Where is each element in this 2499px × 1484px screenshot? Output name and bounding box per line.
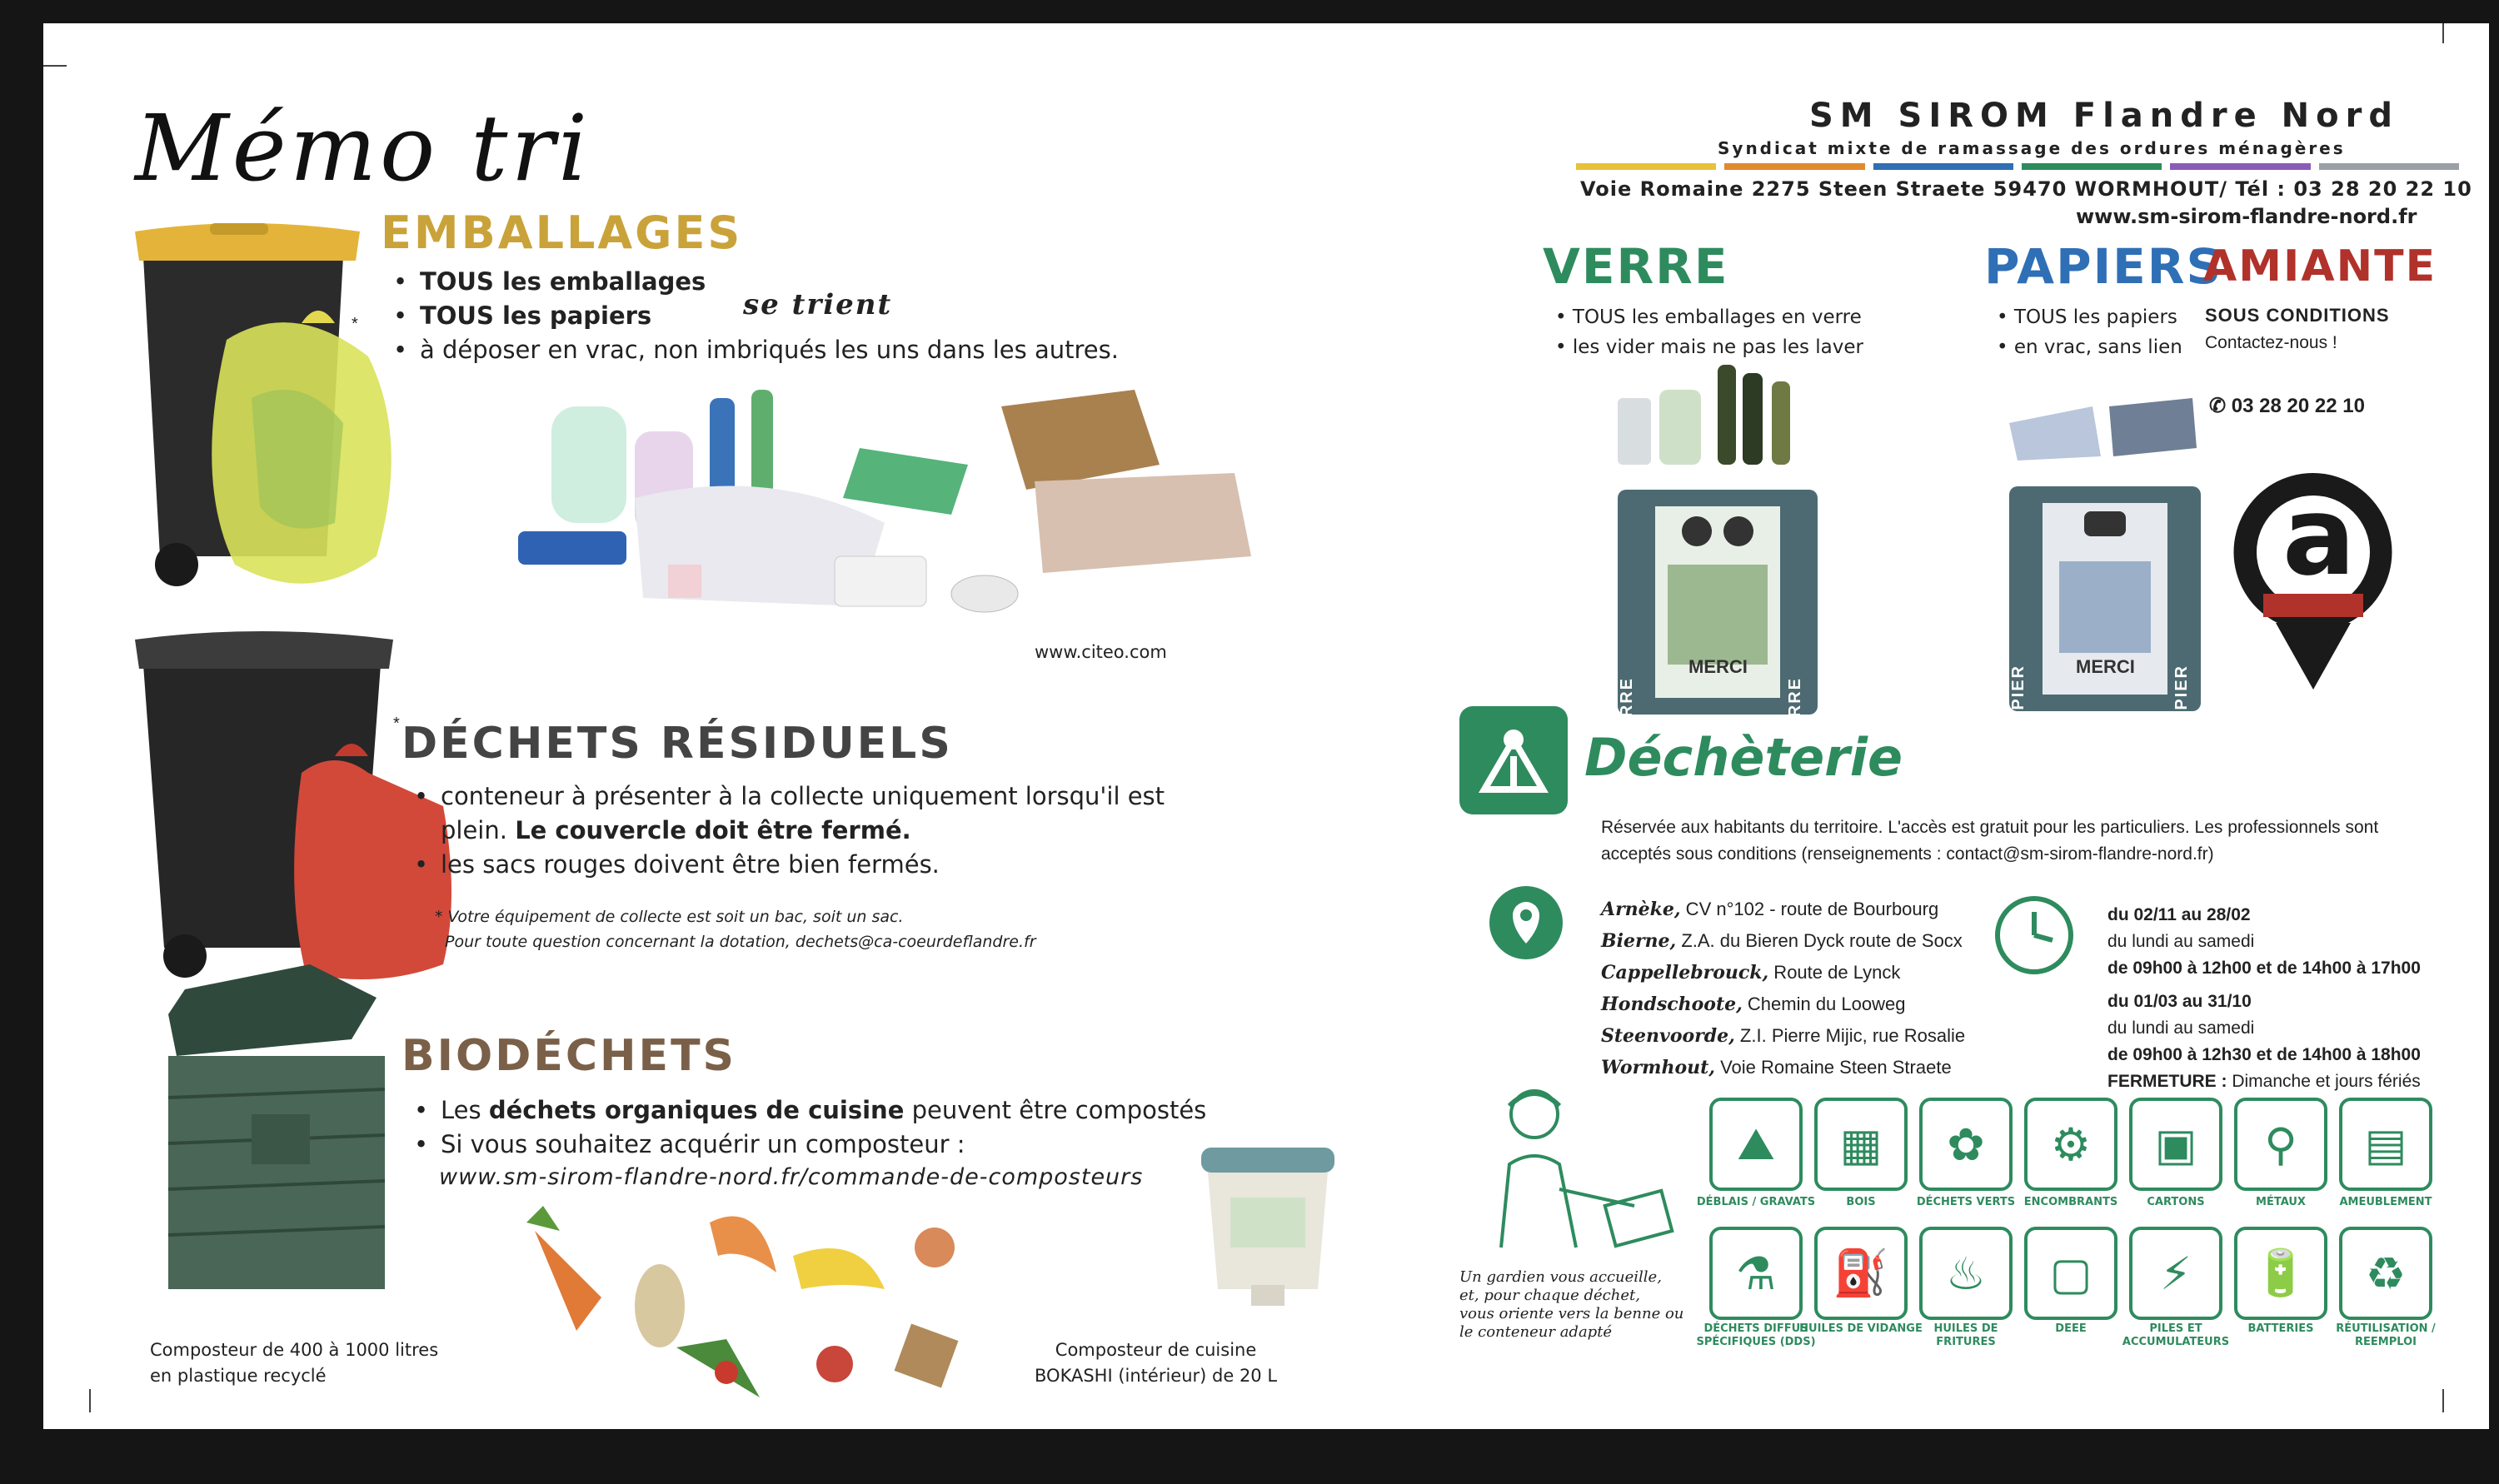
category-label: HUILES DE VIDANGE [1799,1322,1923,1335]
category-icon: ▦ [1839,1118,1883,1171]
glass-bottles-illustration [1609,365,1809,473]
papiers-heading: PAPIERS [1984,238,2223,295]
residuels-bullet: • les sacs rouges doivent être bien fermés. [414,848,1289,882]
clock-icon [1993,894,2076,977]
opening-hours: du 02/11 au 28/02 du lundi au samedi de 09h00 à 12h00 et de 14h00 à 17h00 du 01/03 au 31/10 du lundi au samedi de 09h00 à 12h30 et de 14h00 à 18h00 FERMETURE : Dimanche et jours fériés [2107,905,2421,1091]
citeo-source: www.citeo.com [1035,642,1167,662]
color-stripe [2022,163,2162,170]
residuels-bullet: • conteneur à présenter à la collecte uniquement lorsqu'il est plein. Le couvercle doit être fermé. [414,779,1289,848]
category-tile [2339,1227,2432,1320]
category-icon: ⚙ [2050,1118,2092,1171]
location-town: Arnèke, [1601,899,1681,920]
bin-star: * [352,315,358,333]
location-address: Z.I. Pierre Mijic, rue Rosalie [1734,1025,1966,1046]
crop-mark [2442,23,2444,43]
org-subtitle: Syndicat mixte de ramassage des ordures ménagères [1718,138,2346,158]
residuels-list [414,779,1289,882]
verre-bin-label: VERRE [1786,677,1804,743]
packaging-pile-illustration [501,373,1251,631]
category-label: ENCOMBRANTS [2023,1196,2118,1208]
category-tile [2024,1098,2117,1191]
bin-star: * [393,715,400,733]
color-stripe [1724,163,1864,170]
color-stripe [1873,163,2013,170]
crop-mark [43,65,67,67]
location-list [1601,894,1965,1083]
location-town: Wormhout, [1601,1057,1715,1078]
food-scraps-illustration [510,1198,993,1406]
crop-mark [2442,1389,2444,1412]
papiers-bin-label: PAPIER [2172,665,2191,735]
category-icon: ✿ [1947,1118,1985,1171]
location-item [1601,957,1965,989]
paper-pile-illustration [2001,390,2201,465]
category-label: BATTERIES [2247,1322,2314,1335]
category-label: DÉBLAIS / GRAVATS [1696,1196,1816,1208]
category-label: DÉCHETS DIFFUS SPÉCIFIQUES (DDS) [1696,1322,1816,1348]
verre-heading: VERRE [1543,238,1729,295]
category-label: BOIS [1846,1196,1876,1208]
phone-icon: ✆ [2209,395,2232,417]
emballages-bullet: • TOUS les papiers [393,299,1193,333]
category-icon: ▢ [2049,1247,2092,1300]
page-title: Mémo tri [135,95,591,202]
location-address: Z.A. du Bieren Dyck route de Socx [1676,930,1963,951]
papiers-bin-label: PAPIER [2009,665,2028,735]
location-address: Chemin du Looweg [1742,993,1906,1014]
emballages-bullet: • à déposer en vrac, non imbriqués les uns dans les autres. [393,333,1193,367]
color-stripes [1576,163,2467,170]
location-town: Bierne, [1601,930,1677,952]
verre-bullet: • les vider mais ne pas les laver [1555,332,1863,362]
guardian-caption: Un gardien vous accueille, et, pour chaque déchet, vous oriente vers la benne ou le conteneur adapté [1459,1268,1684,1341]
org-website[interactable]: www.sm-sirom-flandre-nord.fr [2076,205,2417,228]
composteurs-link[interactable]: www.sm-sirom-flandre-nord.fr/commande-de-composteurs [439,1164,1144,1190]
category-tile [1709,1227,1803,1320]
category-tile [2234,1227,2327,1320]
location-item [1601,1052,1965,1083]
category-tile [2129,1227,2222,1320]
verre-bullet: • TOUS les emballages en verre [1555,302,1863,332]
category-icon: ⛰ [1737,1118,1775,1170]
category-icon: ⛽ [1833,1247,1889,1299]
category-label: RÉUTILISATION / REEMPLOI [2336,1322,2436,1348]
location-address: Route de Lynck [1768,962,1901,983]
residuels-note: * Votre équipement de collecte est soit un bac, soit un sac. Pour toute question concernant la dotation, dechets@ca-coeurdeflandre.fr [435,908,1036,951]
category-tile [1919,1098,2013,1191]
leaflet-sheet [43,23,2489,1429]
crop-mark [89,1389,91,1412]
location-town: Steenvoorde, [1601,1025,1735,1047]
color-stripe [2319,163,2459,170]
category-icon: ♻ [2365,1247,2407,1300]
category-icon: ⚗ [1735,1247,1777,1300]
category-tile [2024,1227,2117,1320]
category-label: DEEE [2055,1322,2087,1335]
color-stripe [2170,163,2310,170]
category-icon: 🔋 [2252,1247,2309,1299]
bokashi-caption: Composteur de cuisine BOKASHI (intérieur) de 20 L [1035,1340,1278,1386]
location-item [1601,1020,1965,1052]
category-tile [2129,1098,2222,1191]
category-icon: ⚡ [2160,1247,2192,1300]
location-town: Hondschoote, [1601,993,1743,1015]
amiante-heading: AMIANTE [2203,242,2437,291]
emballages-bullet: • TOUS les emballages [393,265,1193,299]
papiers-list [1997,302,2182,362]
yellow-bin-illustration [127,207,426,623]
location-town: Cappellebrouck, [1601,962,1769,984]
grey-bin-illustration [127,623,460,998]
location-item [1601,925,1965,957]
category-label: CARTONS [2147,1196,2205,1208]
category-tile [1814,1098,1908,1191]
verre-merci: MERCI [1688,656,1748,677]
category-tile [1814,1227,1908,1320]
decheterie-title: Déchèterie [1584,727,1903,788]
location-pin-icon [1489,885,1564,969]
papiers-bullet: • TOUS les papiers [1997,302,2182,332]
category-icon: ▣ [2154,1118,2197,1171]
emballages-heading: EMBALLAGES [381,207,743,259]
papiers-bullet: • en vrac, sans lien [1997,332,2182,362]
amiante-phone: ✆ 03 28 20 22 10 [2209,395,2365,417]
biodechets-heading: BIODÉCHETS [402,1031,736,1081]
location-address: Voie Romaine Steen Straete [1714,1057,1952,1078]
category-tile [2234,1098,2327,1191]
decheterie-icon [1459,706,1568,814]
verre-bin-label: VERRE [1618,677,1636,743]
category-icon: ⚲ [2264,1118,2297,1171]
org-name: SM SIROM Flandre Nord [1809,97,2399,135]
org-address: Voie Romaine 2275 Steen Straete 59470 WORMHOUT/ Tél : 03 28 20 22 10 [1580,177,2472,201]
color-stripe [1576,163,1716,170]
category-label: AMEUBLEMENT [2339,1196,2432,1208]
guardian-illustration [1484,1081,1676,1264]
category-tile [1709,1098,1803,1191]
papiers-merci: MERCI [2076,656,2135,677]
category-label: HUILES DE FRITURES [1933,1322,1998,1348]
decheterie-description: Réservée aux habitants du territoire. L'accès est gratuit pour les particuliers. Les professionnels sont acceptés sous conditions (renseignements : contact@sm-sirom-flandre-nord.fr) [1601,818,2379,864]
category-label: PILES ET ACCUMULATEURS [2122,1322,2230,1348]
category-tile [1919,1227,2013,1320]
biodechets-bullet: • Si vous souhaitez acquérir un composteur : [414,1128,1330,1162]
composter-caption: Composteur de 400 à 1000 litres en plastique recyclé [150,1340,439,1386]
category-icon: ▤ [2364,1118,2407,1171]
biodechets-bullet: • Les déchets organiques de cuisine peuvent être compostés [414,1093,1330,1128]
location-item [1601,894,1965,925]
verre-list [1555,302,1863,362]
bokashi-illustration [1193,1139,1343,1314]
category-tile [2339,1098,2432,1191]
residuels-heading: DÉCHETS RÉSIDUELS [402,719,953,769]
amiante-contact: Contactez-nous ! [2205,333,2337,352]
location-item [1601,989,1965,1020]
se-trient-label: se trient [743,288,893,321]
category-icon: ♨ [1945,1247,1987,1300]
composter-illustration [152,964,410,1306]
category-label: DÉCHETS VERTS [1916,1196,2016,1208]
category-label: MÉTAUX [2256,1196,2306,1208]
location-address: CV n°102 - route de Bourbourg [1680,899,1939,919]
amiante-conditions: SOUS CONDITIONS [2205,305,2390,326]
amiante-logo-letter: a [2282,473,2356,600]
